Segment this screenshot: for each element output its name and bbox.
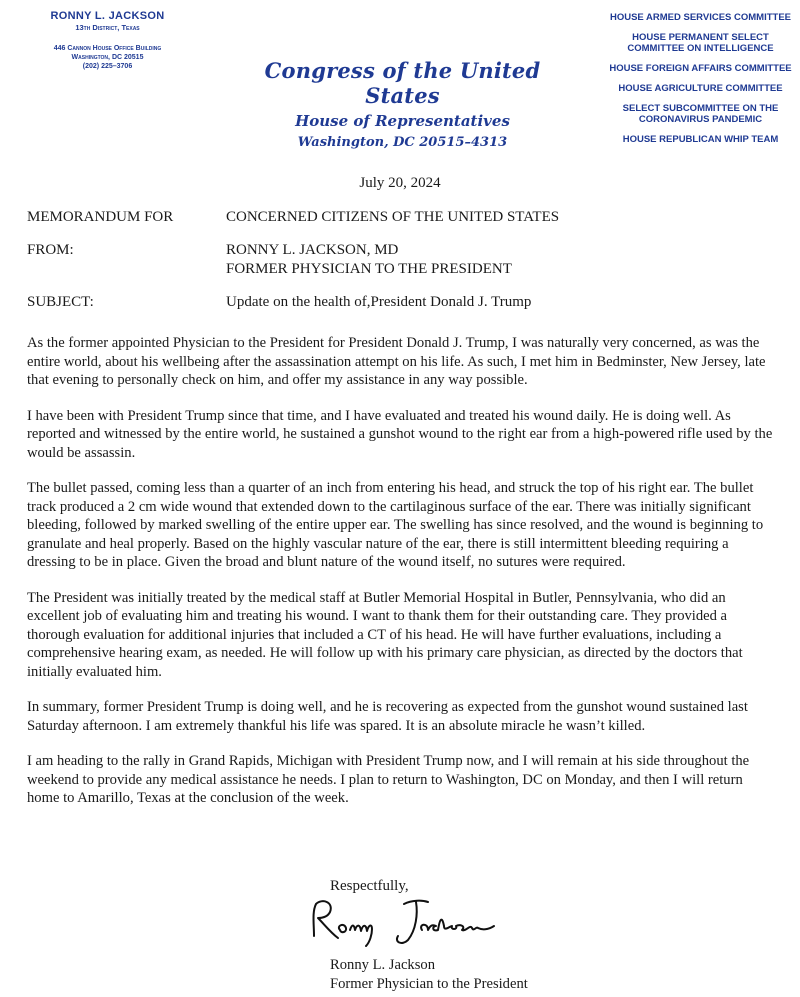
member-district: 13th District, Texas [75,23,140,32]
body-paragraph: The bullet passed, coming less than a quarter of an inch from entering his head, and struck the top of his right ear. The bullet track produced a 2 cm wide wound that extended down to the cartilaginous surface of the ear. There was initially significant bleeding, followed by marked swelling of the entire upper ear. The swelling has since resolved, and the wound is beginning to granulate and heal properly. Based on the highly vascular nature of the ear, there is still intermittent bleeding requiring a dressing to be in place. Given the broad and blunt nature of the wound itself, no sutures were required. [27,480,764,570]
closing-salutation: Respectfully, [330,878,409,894]
member-name: RONNY L. JACKSON [50,10,165,22]
body-paragraph: The President was initially treated by the medical staff at Butler Memorial Hospital in Butler, Pennsylvania, who did an excellent job of evaluating him and treating his wound. I want to thank them for their outstanding care. They provided a thorough evaluation for additional injuries that included a CT of his head. He will have further evaluations, including a comprehensive hearing exam, as needed. He will follow up with his primary care physician, as directed by the doctors that initially evaluated him. [27,589,743,680]
address-line: 446 Cannon House Office Building [53,45,162,52]
member-info [30,10,185,71]
address-line: Washington, DC 20515 [71,54,144,61]
body-paragraph: As the former appointed Physician to the President for President Donald J. Trump, I was naturally very concerned, as was the entire world, about his wellbeing after the assassination attempt on his life. As such, I met him in Bedminster, New Jersey, late that evening to personally check on him, and offer my assistance in any way possible. [27,335,766,388]
signature-image [300,896,500,950]
office-address [30,44,185,71]
city-line: Washington, DC 20515–4313 [297,135,508,150]
memo-date: July 20, 2024 [359,175,441,191]
committee-item: HOUSE ARMED SERVICES COMMITTEE [609,12,792,23]
memo-from-value [226,241,786,279]
committee-item: HOUSE PERMANENT SELECT COMMITTEE ON INTELLIGENCE [627,32,774,54]
address-line: (202) 225–3706 [82,63,133,70]
congress-letterhead [230,58,575,150]
from-line-2: FORMER PHYSICIAN TO THE PRESIDENT [226,261,512,277]
committee-item: HOUSE FOREIGN AFFAIRS COMMITTEE [609,63,792,74]
signatory-name: Ronny L. Jackson [330,957,435,973]
house-title: House of Representatives [295,112,510,130]
body-paragraph: I have been with President Trump since that time, and I have evaluated and treated his wound daily. He is doing well. As reported and witnessed by the entire world, he sustained a gunshot wound to the right ear from a high-powered rifle used by the would be assassin. [27,407,773,461]
memo-subject-value: Update on the health of,President Donald J. Trump [226,294,532,310]
signature-block [330,956,528,994]
committee-list [608,12,793,154]
memo-for-label: MEMORANDUM FOR [27,209,174,225]
body-paragraph: In summary, former President Trump is doing well, and he is recovering as expected from the gunshot wound sustained last Saturday afternoon. I am extremely thankful his life was spared. It is an absolute miracle he wasn’t killed. [27,699,748,734]
congress-title: Congress of the United States [264,58,541,108]
committee-item: HOUSE REPUBLICAN WHIP TEAM [622,134,779,145]
body-paragraph: I am heading to the rally in Grand Rapids, Michigan with President Trump now, and I will remain at his side throughout the weekend to provide any medical assistance he needs. I plan to return to Washington, DC on Monday, and then I will return home to Amarillo, Texas at the conclusion of the week. [27,753,750,806]
memo-subject-label: SUBJECT: [27,294,94,310]
memo-for-value: CONCERNED CITIZENS OF THE UNITED STATES [226,209,560,225]
memo-body [27,334,777,825]
memo-from-label: FROM: [27,242,74,258]
committee-item: HOUSE AGRICULTURE COMMITTEE [618,83,783,94]
from-line-1: RONNY L. JACKSON, MD [226,242,399,258]
committee-item: SELECT SUBCOMMITTEE ON THE CORONAVIRUS PANDEMIC [622,103,779,125]
signatory-title: Former Physician to the President [330,976,528,992]
